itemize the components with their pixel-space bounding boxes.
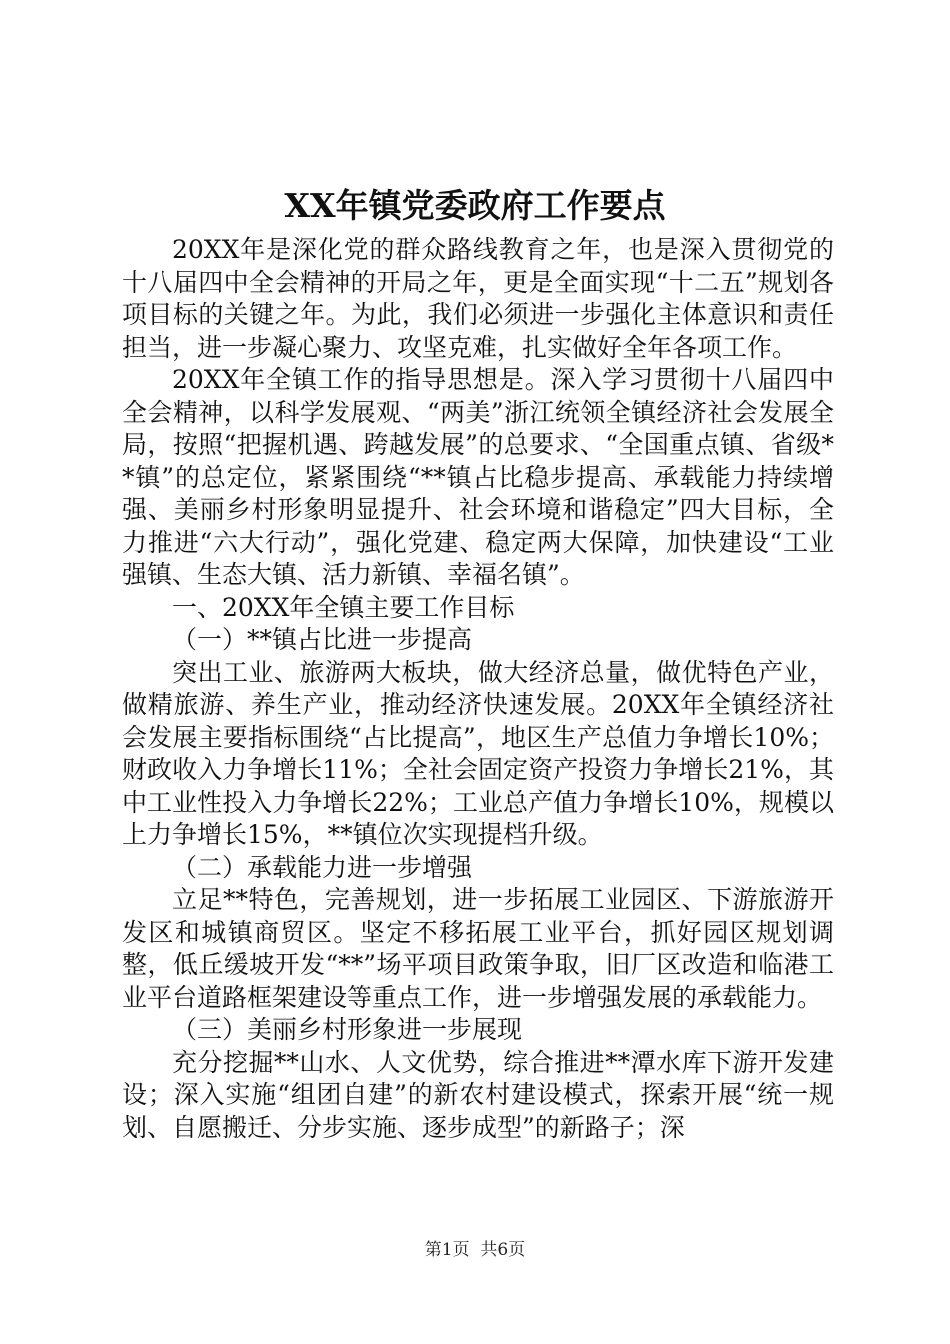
subsection-text-1: 突出工业、旅游两大板块，做大经济总量，做优特色产业，做精旅游、养生产业，推动经济快速发展。20XX年全镇经济社会发展主要指标围绕“占比提高”，地区生产总值力争增长10%；财政收入力争增长11%；全社会固定资产投资力争增长21%，其中工业性投入力争增长22%；工业总产值力争增长10%，规模以上力争增长15%，**镇位次实现提档升级。: [122, 657, 834, 849]
document-title: XX年镇党委政府工作要点: [284, 186, 666, 225]
intro-paragraph: 20XX年是深化党的群众路线教育之年，也是深入贯彻党的十八届四中全会精神的开局之年，更是全面实现“十二五”规划各项目标的关键之年。为此，我们必须进一步强化主体意识和责任担当，进一步凝心聚力、攻坚克难，扎实做好全年各项工作。: [122, 235, 834, 362]
page-footer: [0, 1238, 950, 1262]
subsection-heading-2: （二）承载能力进一步增强: [172, 852, 473, 882]
guiding-thought-paragraph: 20XX年全镇工作的指导思想是。深入学习贯彻十八届四中全会精神，以科学发展观、“两美”浙江统领全镇经济社会发展全局，按照“把握机遇、跨越发展”的总要求、“全国重点镇、省级**镇”的总定位，紧紧围绕“**镇占比稳步提高、承载能力持续增强、美丽乡村形象明显提升、社会环境和谐稳定”四大目标，全力推进“六大行动”，强化党建、稳定两大保障，加快建设“工业强镇、生态大镇、活力新镇、幸福名镇”。: [122, 365, 834, 589]
page-number: 第1页: [424, 1240, 470, 1260]
subsection-text-2: 立足**特色，完善规划，进一步拓展工业园区、下游旅游开发区和城镇商贸区。坚定不移拓展工业平台，抓好园区规划调整，低丘缓坡开发“**”场平项目政策争取，旧厂区改造和临港工业平台道路框架建设等重点工作，进一步增强发展的承载能力。: [122, 885, 834, 1012]
subsection-text-3: 充分挖掘**山水、人文优势，综合推进**潭水库下游开发建设；深入实施“组团自建”的新农村建设模式，探索开展“统一规划、自愿搬迁、分步实施、逐步成型”的新路子；深: [122, 1047, 834, 1142]
section-heading: 一、20XX年全镇主要工作目标: [172, 592, 515, 622]
page-total: 共6页: [480, 1240, 526, 1260]
subsection-heading-1: （一）**镇占比进一步提高: [172, 625, 473, 654]
document-body: [122, 234, 834, 1144]
subsection-heading-3: （三）美丽乡村形象进一步展现: [172, 1015, 523, 1044]
